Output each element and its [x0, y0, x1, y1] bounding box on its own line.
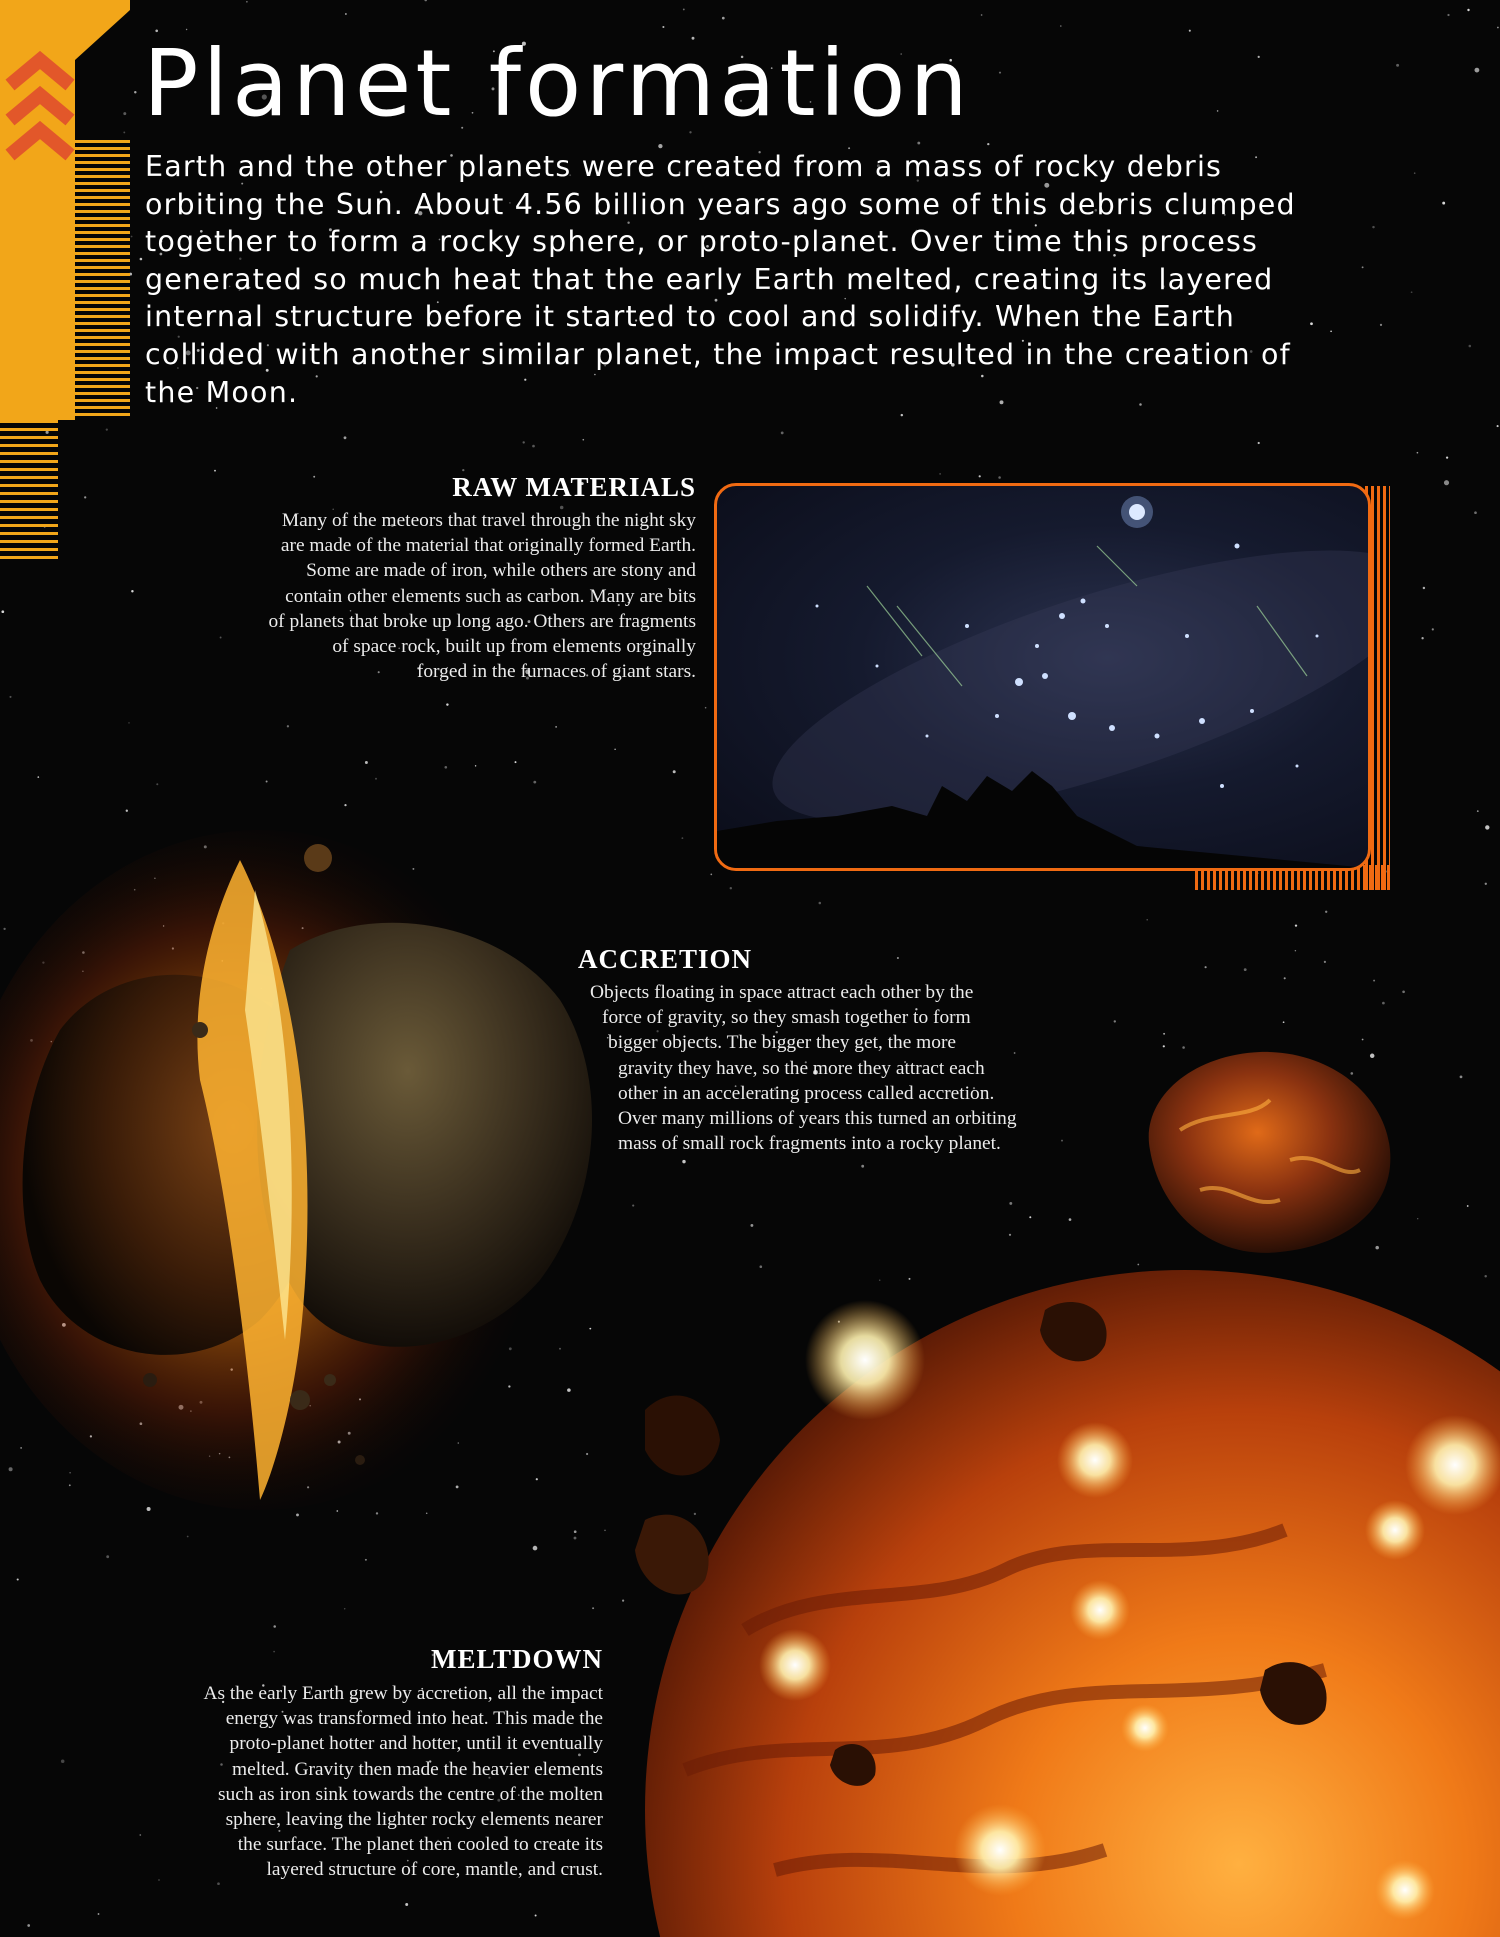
- text-line: energy was transformed into heat. This made the: [225, 1708, 603, 1730]
- text-line: Objects floating in space attract each other by the: [590, 982, 974, 1003]
- meltdown-heading: MELTDOWN: [430, 1644, 603, 1674]
- intro-paragraph: Earth and the other planets were created from a mass of rocky debris orbiting the Sun. About 4.56 billion years ago some of this debris clumped together to form a rocky sphere, or proto-planet. Over time this process generated so much heat that the early Earth melted, creating its layered internal structure before it started to cool and solidify. When the Earth collided with another similar planet, the impact resulted in the creation of the Moon.: [145, 150, 1296, 409]
- barcode-stripes-decoration: [75, 140, 130, 420]
- text-line: such as iron sink towards the centre of the molten: [217, 1783, 603, 1805]
- page-title: Planet formation: [143, 30, 972, 137]
- text-line: bigger objects. The bigger they get, the more: [608, 1032, 957, 1054]
- text-line: are made of the material that originally formed Earth.: [280, 535, 696, 557]
- text-line: melted. Gravity then made the heavier elements: [232, 1758, 603, 1780]
- text-line: mass of small rock fragments into a rocky planet.: [618, 1133, 1001, 1155]
- text-line: proto-planet hotter and hotter, until it eventually: [229, 1733, 603, 1755]
- text-line: sphere, leaving the lighter rocky elements nearer: [225, 1809, 603, 1831]
- text-line: Over many millions of years this turned an orbiting: [618, 1108, 1017, 1130]
- text-line: force of gravity, so they smash together to form: [602, 1007, 971, 1029]
- text-line: the surface. The planet then cooled to create its: [237, 1834, 603, 1856]
- text-line: of space rock, built up from elements orginally: [332, 636, 696, 658]
- accretion-heading: ACCRETION: [578, 944, 753, 974]
- text-line: Many of the meteors that travel through the night sky: [281, 510, 696, 531]
- raw-materials-heading: RAW MATERIALS: [452, 472, 696, 502]
- raw-materials-text: [136, 508, 696, 684]
- text-line: other in an accelerating process called accretion.: [618, 1082, 995, 1104]
- accretion-text: [578, 980, 1118, 1156]
- meltdown-text: [83, 1681, 603, 1883]
- text-line: of planets that broke up long ago. Others are fragments: [268, 610, 696, 632]
- text-line: gravity they have, so the more they attract each: [618, 1057, 985, 1079]
- molten-planet-image: [625, 1250, 1500, 1937]
- text-line: layered structure of core, mantle, and crust.: [266, 1859, 603, 1881]
- barcode-stripes-decoration: [0, 420, 58, 560]
- colliding-asteroids-image: [0, 780, 620, 1540]
- text-line: contain other elements such as carbon. Many are bits: [285, 585, 696, 607]
- molten-asteroid-image: [1120, 1040, 1405, 1265]
- text-line: Some are made of iron, while others are stony and: [306, 560, 696, 582]
- night-sky-meteors-photo: [714, 483, 1371, 871]
- text-line: As the early Earth grew by accretion, all the impact: [203, 1683, 603, 1704]
- text-line: forged in the furnaces of giant stars.: [416, 661, 696, 683]
